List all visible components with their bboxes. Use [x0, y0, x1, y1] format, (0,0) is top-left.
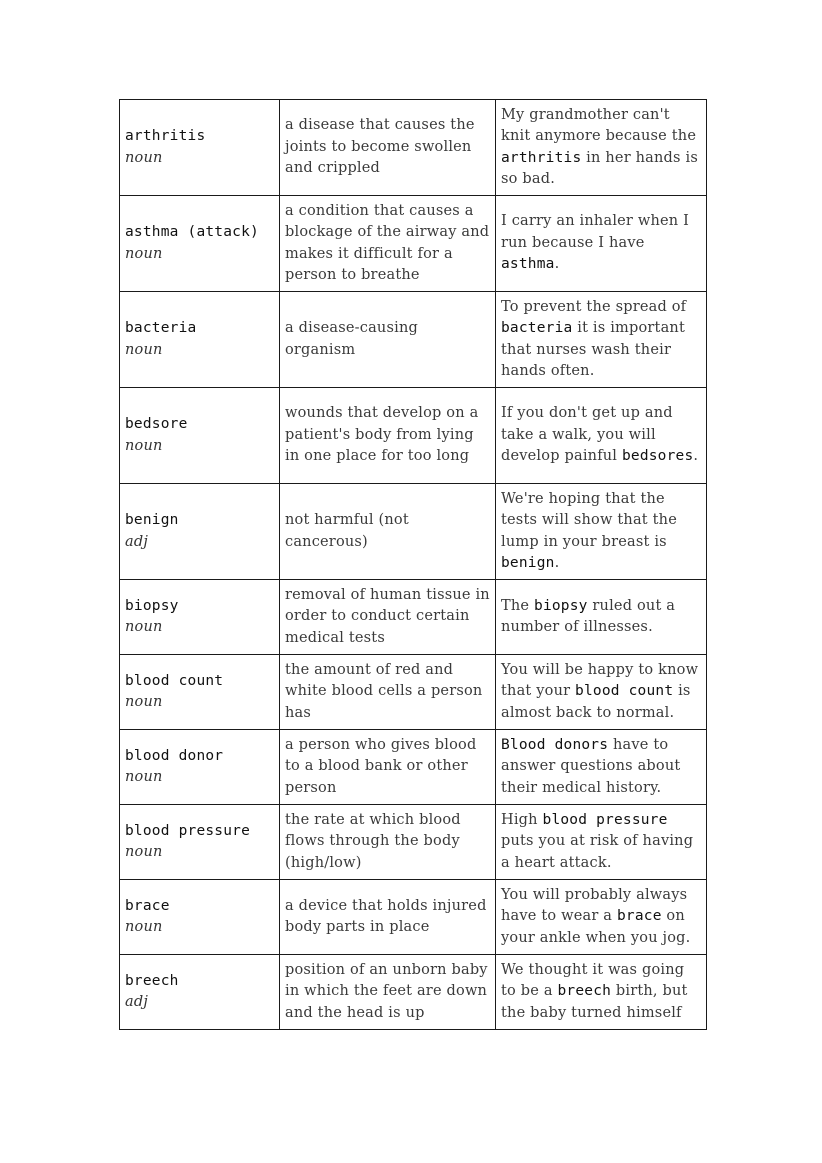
example-sentence [501, 735, 701, 800]
table-row [120, 388, 707, 484]
term-cell [120, 880, 280, 955]
definition-cell [280, 955, 496, 1030]
example-text-after: have to answer questions about their medical history. [501, 736, 681, 796]
table-row [120, 100, 707, 196]
example-cell [496, 730, 707, 805]
part-of-speech: noun [125, 769, 163, 785]
part-of-speech: noun [125, 919, 163, 935]
example-sentence [501, 489, 701, 575]
example-term-highlight: brace [616, 908, 662, 925]
example-cell [496, 805, 707, 880]
table-row [120, 805, 707, 880]
definition-cell [280, 880, 496, 955]
example-text-before: We're hoping that the tests will show that the lump in your breast is [501, 490, 677, 550]
example-text-before: To prevent the spread of [501, 298, 687, 315]
definition-cell [280, 196, 496, 292]
example-text-before: I carry an inhaler when I run because I have [501, 213, 690, 251]
example-text-after: ruled out a number of illnesses. [501, 597, 676, 635]
table-row [120, 730, 707, 805]
example-text-after: on your ankle when you jog. [501, 908, 691, 946]
term-cell [120, 388, 280, 484]
example-cell [496, 880, 707, 955]
example-sentence [501, 403, 701, 468]
term-word: blood count [125, 672, 224, 689]
example-cell [496, 100, 707, 196]
example-sentence [501, 660, 701, 725]
table-row [120, 580, 707, 655]
definition-text: a disease that causes the joints to become swollen and crippled [285, 117, 475, 177]
definition-text: removal of human tissue in order to conduct certain medical tests [285, 586, 490, 646]
term-word: bedsore [125, 416, 188, 432]
term-word: bacteria [125, 320, 197, 336]
example-sentence [501, 885, 701, 950]
definition-cell [280, 388, 496, 484]
part-of-speech: adj [125, 533, 149, 550]
part-of-speech: noun [125, 694, 163, 710]
part-of-speech: noun [125, 437, 163, 454]
definition-text: the amount of red and white blood cells a person has [285, 661, 483, 721]
term-cell [120, 484, 280, 580]
definition-cell [280, 580, 496, 655]
example-sentence [501, 810, 701, 875]
table-row [120, 655, 707, 730]
example-text-before: We thought it was going to be a [501, 961, 685, 1000]
example-term-highlight: benign [501, 555, 555, 571]
example-text-before: You will be happy to know that your [501, 661, 699, 700]
part-of-speech: noun [125, 149, 163, 166]
example-text-after: it is important that nurses wash their hands often. [501, 320, 685, 379]
table-row [120, 292, 707, 388]
definition-text: a device that holds injured body parts in place [285, 897, 487, 935]
example-term-highlight: bedsores [621, 448, 694, 465]
example-cell [496, 580, 707, 655]
definition-text: a person who gives blood to a blood bank or other person [285, 736, 477, 796]
example-term-highlight: blood count [575, 683, 674, 700]
term-word: asthma (attack) [125, 224, 259, 240]
example-cell [496, 655, 707, 730]
definition-cell [280, 805, 496, 880]
table-row [120, 955, 707, 1030]
example-text-after: . [554, 555, 560, 571]
definition-cell [280, 100, 496, 196]
definition-cell [280, 730, 496, 805]
definition-text: not harmful (not cancerous) [285, 512, 409, 550]
term-cell [120, 655, 280, 730]
table-row [120, 484, 707, 580]
example-term-highlight: blood pressure [542, 811, 668, 828]
example-term-highlight: Blood donors [501, 736, 609, 753]
term-cell [120, 292, 280, 388]
example-text-before: The [501, 597, 535, 614]
example-text-after: . [693, 448, 699, 465]
example-term-highlight: arthritis [501, 149, 582, 166]
example-sentence [501, 297, 701, 383]
example-text-after: is almost back to normal. [501, 683, 691, 721]
table-row [120, 880, 707, 955]
part-of-speech: noun [125, 341, 163, 358]
example-text-after: . [554, 256, 560, 273]
term-cell [120, 580, 280, 655]
definition-text: the rate at which blood flows through the body (high/low) [285, 811, 461, 871]
vocabulary-table [119, 99, 707, 1030]
term-word: breech [125, 972, 179, 989]
example-cell [496, 388, 707, 484]
example-sentence [501, 596, 701, 639]
definition-text: a condition that causes a blockage of the airway and makes it difficult for a person to breathe [285, 202, 490, 283]
example-cell [496, 292, 707, 388]
term-word: arthritis [125, 128, 206, 144]
example-text-after: birth, but the baby turned himself [501, 983, 688, 1021]
example-text-after: puts you at risk of having a heart attack. [501, 833, 694, 871]
example-term-highlight: bacteria [501, 320, 573, 336]
part-of-speech: adj [125, 994, 149, 1010]
term-cell [120, 100, 280, 196]
example-cell [496, 484, 707, 580]
example-text-before: High [501, 811, 543, 828]
vocabulary-table-body [120, 100, 707, 1030]
term-cell [120, 955, 280, 1030]
term-cell [120, 730, 280, 805]
example-term-highlight: biopsy [534, 597, 588, 614]
example-sentence [501, 211, 701, 276]
definition-text: a disease-causing organism [285, 320, 418, 358]
part-of-speech: noun [125, 245, 163, 262]
example-sentence [501, 960, 701, 1025]
term-word: blood pressure [125, 822, 251, 839]
part-of-speech: noun [125, 844, 163, 860]
definition-text: wounds that develop on a patient's body from lying in one place for too long [285, 405, 479, 465]
definition-text: position of an unborn baby in which the feet are down and the head is up [285, 961, 488, 1021]
term-word: benign [125, 512, 179, 528]
term-cell [120, 196, 280, 292]
example-term-highlight: asthma [501, 256, 555, 273]
term-cell [120, 805, 280, 880]
example-cell [496, 955, 707, 1030]
example-text-before: If you don't get up and take a walk, you will develop painful [501, 405, 673, 465]
example-text-after: in her hands is so bad. [501, 149, 698, 187]
definition-cell [280, 655, 496, 730]
example-cell [496, 196, 707, 292]
part-of-speech: noun [125, 619, 163, 635]
definition-cell [280, 484, 496, 580]
example-text-before: My grandmother can't knit anymore because the [501, 106, 697, 144]
term-word: biopsy [125, 597, 179, 614]
example-text-before: You will probably always have to wear a [501, 886, 688, 925]
table-row [120, 196, 707, 292]
definition-cell [280, 292, 496, 388]
example-term-highlight: breech [557, 983, 612, 1000]
term-word: blood donor [125, 747, 224, 764]
example-sentence [501, 105, 701, 191]
term-word: brace [125, 897, 170, 914]
